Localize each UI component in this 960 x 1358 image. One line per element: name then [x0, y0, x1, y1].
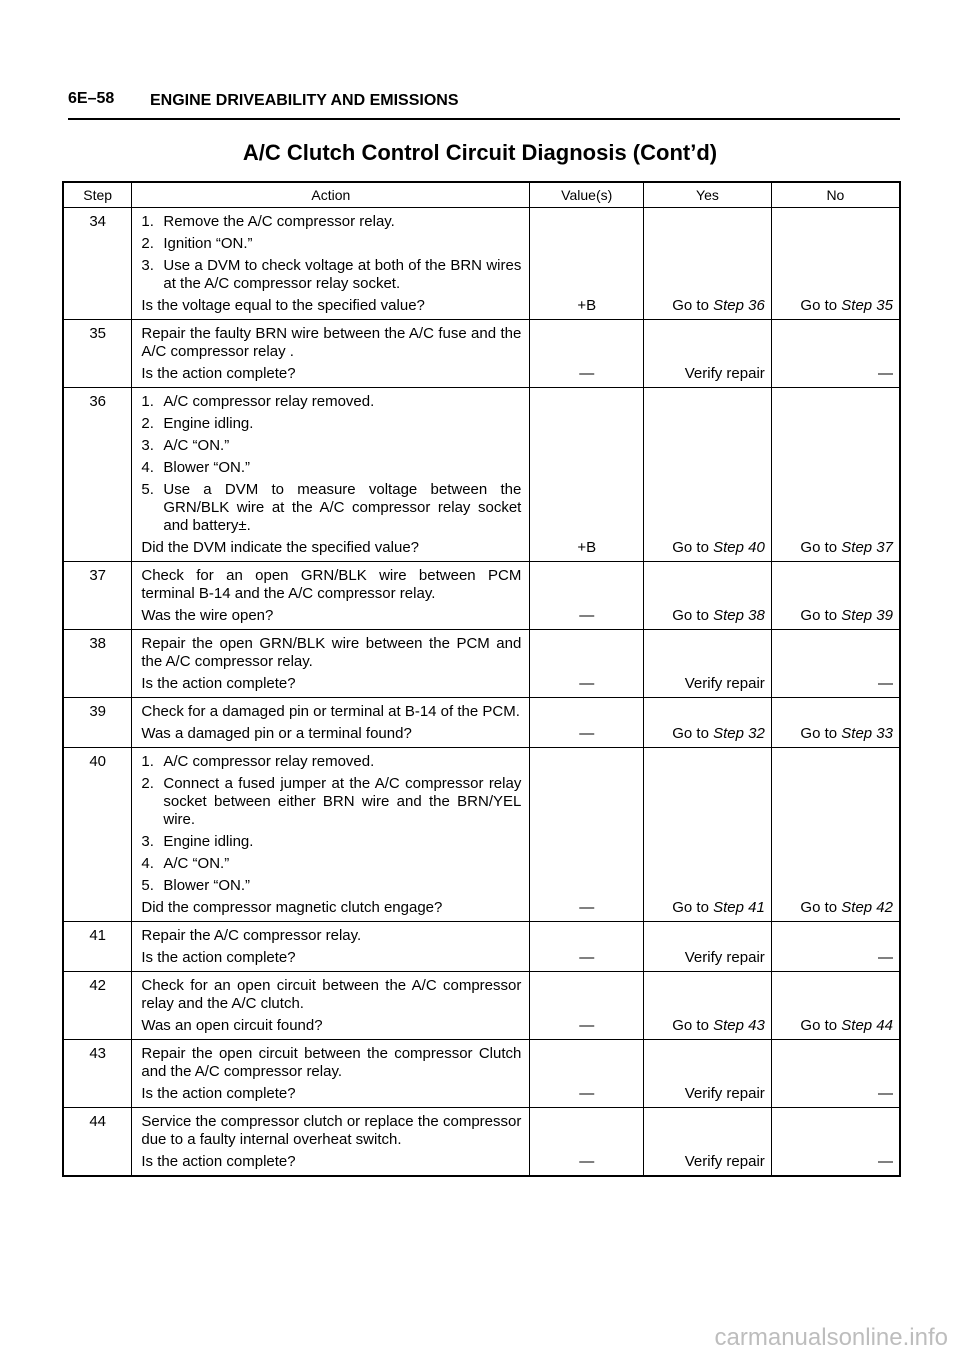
cell-action: [132, 208, 530, 320]
list-text: Engine idling.: [163, 415, 254, 432]
table-row: [63, 630, 900, 698]
no-result: —: [878, 365, 893, 382]
action-list-item: [141, 481, 521, 535]
cell-step: 43: [89, 1045, 107, 1062]
list-number: 5.: [141, 481, 154, 498]
action-text: Repair the open circuit between the compressor Clutch and the A/C compressor relay.: [141, 1045, 522, 1080]
yes-goto-label: Go to: [672, 1017, 709, 1034]
no-result: —: [878, 949, 893, 966]
cell-yes: [644, 922, 772, 972]
yes-step-ref: Step 41: [713, 899, 765, 916]
cell-action: [132, 388, 530, 562]
action-text: Check for a damaged pin or terminal at B-14 of the PCM.: [141, 703, 520, 720]
action-list-item: [141, 855, 521, 873]
action-list-item: [141, 235, 521, 253]
yes-result: Verify repair: [684, 949, 765, 966]
watermark: carmanualsonline.info: [714, 1324, 948, 1351]
cell-action: [132, 1108, 530, 1177]
yes-step-ref: Step 38: [713, 607, 765, 624]
list-text: Blower “ON.”: [163, 877, 251, 894]
list-number: 2.: [141, 775, 154, 792]
list-text: Engine idling.: [163, 833, 254, 850]
cell-no: [771, 698, 900, 748]
cell-step: 44: [89, 1113, 107, 1130]
no-goto-label: Go to: [800, 539, 838, 556]
column-header-step: Step: [83, 187, 113, 203]
cell-action: [132, 748, 530, 922]
action-list-item: [141, 437, 521, 455]
action-list-item: [141, 833, 521, 851]
cell-yes: [644, 630, 772, 698]
action-question: Did the DVM indicate the specified value?: [141, 539, 420, 556]
action-list-item: [141, 775, 521, 829]
list-number: 4.: [141, 459, 154, 476]
action-question: Is the action complete?: [141, 675, 296, 692]
yes-goto-label: Go to: [672, 725, 709, 742]
table-row: [63, 922, 900, 972]
no-step-ref: Step 44: [841, 1017, 893, 1034]
cell-no: [771, 388, 900, 562]
action-text: Check for an open GRN/BLK wire between PCM terminal B-14 and the A/C compressor relay.: [141, 567, 522, 602]
action-text: Service the compressor clutch or replace the compressor due to a faulty internal overheat switch.: [141, 1113, 522, 1148]
table-row: [63, 320, 900, 388]
cell-step: 41: [89, 927, 107, 944]
no-result: —: [878, 675, 893, 692]
list-number: 1.: [141, 753, 154, 770]
list-number: 2.: [141, 235, 154, 252]
action-question: Did the compressor magnetic clutch engage?: [141, 899, 443, 916]
cell-step: 34: [89, 213, 107, 230]
yes-result: Verify repair: [684, 1153, 765, 1170]
cell-yes: [644, 1108, 772, 1177]
table-row: [63, 698, 900, 748]
action-question: Is the action complete?: [141, 949, 296, 966]
action-list-item: [141, 393, 521, 411]
table-row: [63, 972, 900, 1040]
action-question: Was a damaged pin or a terminal found?: [141, 725, 412, 742]
no-goto-label: Go to: [800, 297, 838, 314]
cell-step: 40: [89, 753, 107, 770]
cell-no: [771, 922, 900, 972]
no-result: —: [878, 1153, 893, 1170]
no-result: —: [878, 1085, 893, 1102]
cell-yes: [644, 1040, 772, 1108]
action-list-item: [141, 257, 521, 293]
yes-goto-label: Go to: [672, 297, 709, 314]
cell-yes: [644, 698, 772, 748]
action-list-item: [141, 459, 521, 477]
cell-yes: [644, 388, 772, 562]
cell-action: [132, 630, 530, 698]
yes-step-ref: Step 32: [713, 725, 765, 742]
yes-goto-label: Go to: [672, 899, 709, 916]
section-title: ENGINE DRIVEABILITY AND EMISSIONS: [150, 92, 459, 109]
no-goto-label: Go to: [800, 899, 838, 916]
list-number: 4.: [141, 855, 154, 872]
action-question: Was an open circuit found?: [141, 1017, 323, 1034]
cell-step: 38: [89, 635, 107, 652]
cell-value: —: [530, 1040, 644, 1108]
no-step-ref: Step 39: [841, 607, 893, 624]
cell-value: —: [530, 630, 644, 698]
cell-value: —: [530, 1108, 644, 1177]
cell-no: [771, 1040, 900, 1108]
column-header-yes: Yes: [644, 182, 772, 208]
list-text: Connect a fused jumper at the A/C compressor relay socket between either BRN wire and the BRN/YEL wire.: [163, 775, 522, 828]
action-text: Repair the A/C compressor relay.: [141, 927, 362, 944]
yes-step-ref: Step 40: [713, 539, 765, 556]
cell-action: [132, 922, 530, 972]
yes-result: Verify repair: [684, 675, 765, 692]
list-number: 2.: [141, 415, 154, 432]
cell-step: 35: [89, 325, 107, 342]
cell-no: [771, 1108, 900, 1177]
no-step-ref: Step 35: [841, 297, 893, 314]
action-text: Repair the open GRN/BLK wire between the PCM and the A/C compressor relay.: [141, 635, 522, 670]
cell-no: [771, 208, 900, 320]
cell-no: [771, 972, 900, 1040]
action-question: Is the action complete?: [141, 1085, 296, 1102]
table-header-row: [63, 182, 900, 208]
cell-yes: [644, 972, 772, 1040]
table-row: [63, 388, 900, 562]
no-step-ref: Step 37: [841, 539, 893, 556]
list-text: Blower “ON.”: [163, 459, 251, 476]
action-text: Check for an open circuit between the A/C compressor relay and the A/C clutch.: [141, 977, 522, 1012]
table-row: [63, 748, 900, 922]
page-number: 6E–58: [68, 90, 115, 107]
cell-step: 36: [89, 393, 107, 410]
list-number: 1.: [141, 213, 154, 230]
table-row: [63, 562, 900, 630]
cell-step: 42: [89, 977, 107, 994]
table-row: [63, 1040, 900, 1108]
action-text: Repair the faulty BRN wire between the A/C fuse and the A/C compressor relay .: [141, 325, 522, 360]
cell-yes: [644, 562, 772, 630]
list-text: A/C “ON.”: [163, 437, 230, 454]
action-question: Is the action complete?: [141, 1153, 296, 1170]
page-header: [68, 90, 900, 120]
cell-action: [132, 562, 530, 630]
no-step-ref: Step 33: [841, 725, 893, 742]
cell-no: [771, 630, 900, 698]
list-number: 3.: [141, 257, 154, 274]
yes-step-ref: Step 43: [713, 1017, 765, 1034]
cell-value: +B: [530, 208, 644, 320]
cell-value: —: [530, 748, 644, 922]
action-list-item: [141, 877, 521, 895]
action-list-item: [141, 213, 521, 231]
cell-step: 39: [89, 703, 107, 720]
cell-no: [771, 748, 900, 922]
cell-step: 37: [89, 567, 107, 584]
action-question: Was the wire open?: [141, 607, 274, 624]
yes-goto-label: Go to: [672, 539, 709, 556]
list-text: Ignition “ON.”: [163, 235, 253, 252]
list-text: A/C compressor relay removed.: [163, 393, 375, 410]
cell-action: [132, 320, 530, 388]
yes-result: Verify repair: [684, 365, 765, 382]
list-text: Use a DVM to measure voltage between the GRN/BLK wire at the A/C compressor relay socket and battery±.: [163, 481, 522, 534]
cell-value: —: [530, 320, 644, 388]
list-number: 1.: [141, 393, 154, 410]
cell-action: [132, 698, 530, 748]
list-text: Use a DVM to check voltage at both of the BRN wires at the A/C compressor relay socket.: [163, 257, 522, 292]
column-header-action: Action: [132, 182, 530, 208]
cell-no: [771, 562, 900, 630]
cell-action: [132, 972, 530, 1040]
action-list-item: [141, 753, 521, 771]
cell-yes: [644, 208, 772, 320]
list-text: A/C compressor relay removed.: [163, 753, 375, 770]
table-row: [63, 208, 900, 320]
cell-yes: [644, 748, 772, 922]
no-goto-label: Go to: [800, 1017, 838, 1034]
list-number: 3.: [141, 833, 154, 850]
diagnosis-table: [62, 181, 901, 1177]
cell-value: —: [530, 698, 644, 748]
action-question: Is the voltage equal to the specified value?: [141, 297, 425, 314]
list-number: 3.: [141, 437, 154, 454]
no-goto-label: Go to: [800, 607, 838, 624]
cell-value: —: [530, 972, 644, 1040]
no-goto-label: Go to: [800, 725, 838, 742]
list-number: 5.: [141, 877, 154, 894]
column-header-no: No: [771, 182, 900, 208]
page-title: A/C Clutch Control Circuit Diagnosis (Cont’d): [242, 140, 718, 165]
list-text: A/C “ON.”: [163, 855, 230, 872]
cell-value: —: [530, 562, 644, 630]
yes-result: Verify repair: [684, 1085, 765, 1102]
table-row: [63, 1108, 900, 1177]
cell-action: [132, 1040, 530, 1108]
yes-step-ref: Step 36: [713, 297, 765, 314]
action-question: Is the action complete?: [141, 365, 296, 382]
action-list-item: [141, 415, 521, 433]
cell-yes: [644, 320, 772, 388]
cell-value: +B: [530, 388, 644, 562]
yes-goto-label: Go to: [672, 607, 709, 624]
cell-no: [771, 320, 900, 388]
list-text: Remove the A/C compressor relay.: [163, 213, 395, 230]
no-step-ref: Step 42: [841, 899, 893, 916]
column-header-values: Value(s): [530, 182, 644, 208]
cell-value: —: [530, 922, 644, 972]
